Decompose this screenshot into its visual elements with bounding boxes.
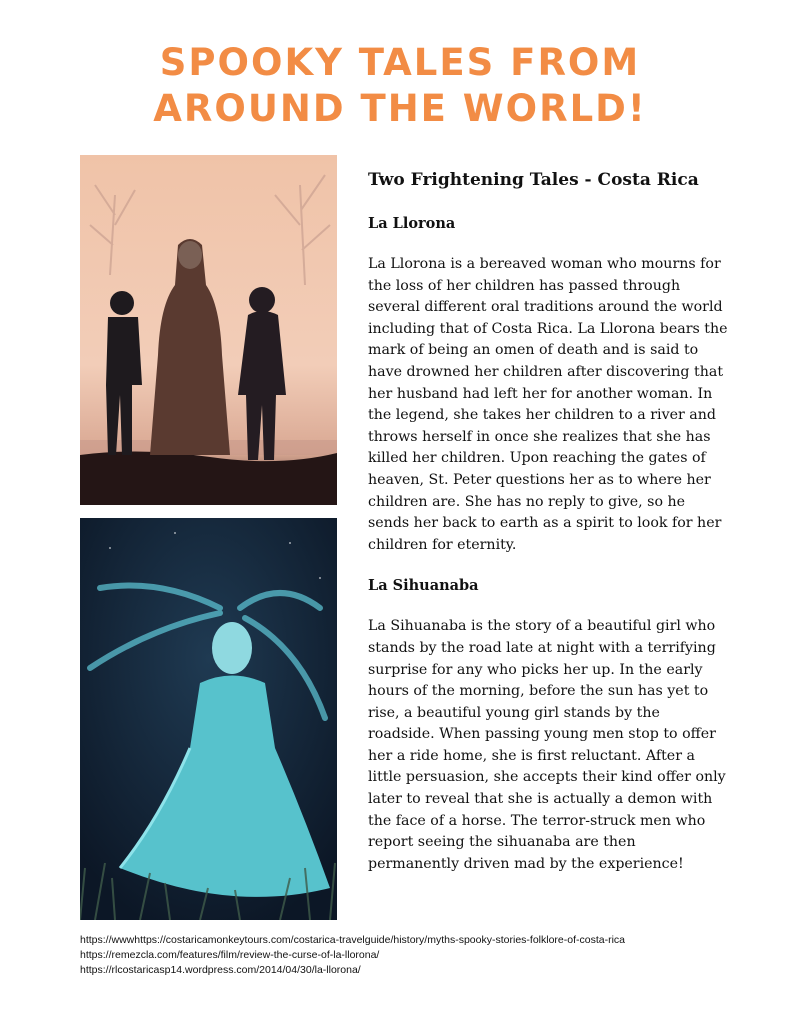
source-link[interactable]: https://rlcostaricasp14.wordpress.com/2014/04/30/la-llorona/ xyxy=(80,964,361,976)
source-list xyxy=(80,933,780,978)
article xyxy=(368,168,728,895)
article-heading: Two Frightening Tales - Costa Rica xyxy=(368,170,699,190)
la-llorona-image xyxy=(80,155,337,505)
title-line-2: AROUND THE WORLD! xyxy=(153,87,647,130)
section-heading-sihuanaba: La Sihuanaba xyxy=(368,577,479,595)
title-line-1: SPOOKY TALES FROM xyxy=(159,41,641,84)
section-body-sihuanaba: La Sihuanaba is the story of a beautiful girl who stands by the road late at night with a terrifying surprise for any who picks her up. In the early hours of the morning, before the sun has yet to rise, a beautiful young girl stands by the roadside. When passing young men stop to offer her a ride home, she is first reluctant. After a little persuasion, she accepts their kind offer only later to reveal that she is actually a demon with the face of a horse. The terror-struck men who report seeing the sihuanaba are then permanently driven mad by the experience! xyxy=(368,618,726,872)
section-body-llorona: La Llorona is a bereaved woman who mourns for the loss of her children has passed through several different oral traditions around the world including that of Costa Rica. La Llorona bears the mark of being an omen of death and is said to have drowned her children after discovering that her husband had left her for another woman. In the legend, she takes her children to a river and throws herself in once she realizes that she has killed her children. Upon reaching the gates of heaven, St. Peter questions her as to where her children are. She has no reply to give, so he sends her back to earth as a spirit to look for her children for eternity. xyxy=(368,256,728,553)
source-link[interactable]: https://remezcla.com/features/film/review-the-curse-of-la-llorona/ xyxy=(80,949,380,961)
page-title xyxy=(0,40,800,132)
section-heading-llorona: La Llorona xyxy=(368,215,456,232)
source-link[interactable]: https://wwwhttps://costaricamonkeytours.com/costarica-travelguide/history/myths-spooky-stories-folklore-of-costa-rica xyxy=(80,934,626,946)
la-sihuanaba-image xyxy=(80,518,337,920)
